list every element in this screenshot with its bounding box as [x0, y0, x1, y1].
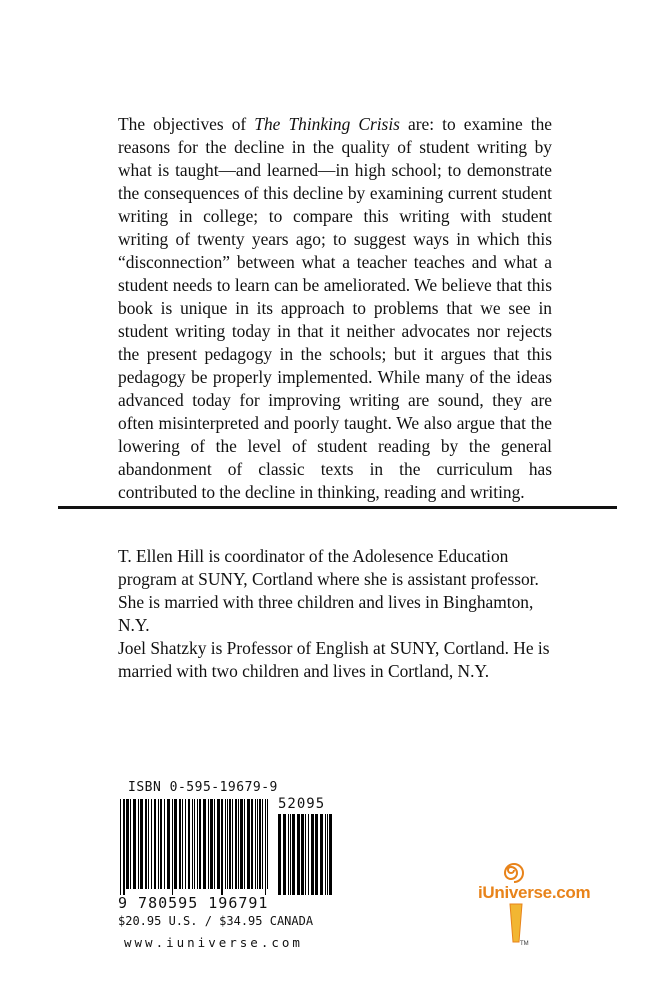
- barcode-bar: [182, 799, 183, 889]
- barcode-bar: [151, 799, 152, 889]
- iuniverse-logo-icon: [478, 848, 591, 958]
- barcode-bar: [259, 799, 261, 889]
- barcode-bar: [232, 799, 233, 889]
- barcode-bar: [158, 799, 159, 889]
- barcode-addon-code: 52095: [278, 796, 326, 812]
- barcode-bar: [290, 814, 291, 895]
- ean-digits: 9 780595 196791: [118, 894, 269, 912]
- barcode-bar: [126, 799, 129, 889]
- back-cover-blurb: [118, 113, 552, 504]
- barcode-bar: [208, 799, 209, 889]
- barcode-bar: [174, 799, 177, 889]
- book-title: The Thinking Crisis: [254, 114, 400, 134]
- barcode-bar: [123, 799, 125, 895]
- logo-wordmark: iUniverse.com: [478, 883, 591, 902]
- barcode-bar: [262, 799, 263, 889]
- barcode-bar: [164, 799, 165, 889]
- section-divider: [58, 506, 617, 509]
- barcode-bar: [288, 814, 289, 895]
- barcode-bar: [217, 799, 220, 889]
- price-label: $20.95 U.S. / $34.95 CANADA: [118, 914, 314, 928]
- barcode-bar: [315, 814, 318, 895]
- blurb-body: are: to examine the reasons for the decline in the quality of student writing by what is taught—and learned—in high school; to demonstrate the consequences of this decline by examining current student writing in college; to compare this writing with student writing of twenty years ago; to suggest ways in which this “disconnection” between what a teacher teaches and what a student needs to learn can be ameliorated. We believe that this book is unique in its approach to problems that we see in student writing today in that it neither advocates nor rejects the present pedagogy in the schools; but it argues that this pedagogy be properly implemented. While many of the ideas advanced today for improving writing are sound, they are often misinterpreted and poorly taught. We also argue that the lowering of the level of student reading by the general abandonment of classic texts in the curriculum has contributed to the decline in thinking, reading and writing.: [118, 114, 552, 502]
- barcode-bar: [320, 814, 323, 895]
- logo-trademark: TM: [520, 941, 529, 947]
- barcode-bar: [292, 814, 295, 895]
- barcode-bar: [148, 799, 149, 889]
- barcode-bar: [192, 799, 193, 889]
- barcode-bar: [311, 814, 314, 895]
- barcode-bar: [154, 799, 156, 889]
- barcode-bar: [265, 799, 266, 895]
- iuniverse-logo: [478, 848, 591, 958]
- barcode-bar: [325, 814, 326, 895]
- barcode-bar: [188, 799, 190, 889]
- barcode-bar: [251, 799, 253, 889]
- barcode-bar: [133, 799, 136, 889]
- blurb-intro: The objectives of: [118, 114, 255, 134]
- barcode-bar: [138, 799, 139, 889]
- publisher-website: www.iuniverse.com: [124, 935, 303, 950]
- addon-barcode: [276, 814, 336, 895]
- barcode-bar: [185, 799, 186, 889]
- barcode-bar: [130, 799, 131, 889]
- barcode-bar: [194, 799, 195, 889]
- barcode-bar: [214, 799, 215, 889]
- barcode-bar: [140, 799, 143, 889]
- barcode-bar: [225, 799, 226, 889]
- barcode-bar: [203, 799, 206, 889]
- barcode-bar: [278, 814, 281, 895]
- ean-barcode: [118, 799, 270, 895]
- barcode-bar: [255, 799, 256, 889]
- barcode-bar: [301, 814, 304, 895]
- barcode-bar: [199, 799, 201, 889]
- barcode-bar: [160, 799, 162, 889]
- barcode-bar: [227, 799, 228, 889]
- barcode-bar: [305, 814, 306, 895]
- barcode-bar: [327, 814, 328, 895]
- barcode-bar: [283, 814, 286, 895]
- barcode-bar: [257, 799, 258, 889]
- barcode-bar: [229, 799, 231, 889]
- barcode-bar: [244, 799, 245, 889]
- barcode-bar: [235, 799, 237, 889]
- barcode-bar: [120, 799, 121, 895]
- barcode-bar: [267, 799, 268, 889]
- barcode-bar: [167, 799, 170, 889]
- barcode-bar: [197, 799, 198, 889]
- isbn-barcode-block: [118, 780, 348, 960]
- barcode-bar: [240, 799, 243, 889]
- barcode-bar: [210, 799, 213, 889]
- barcode-bar: [238, 799, 239, 889]
- barcode-bar: [247, 799, 250, 889]
- barcode-bar: [329, 814, 332, 895]
- barcode-bar: [297, 814, 300, 895]
- barcode-bar: [172, 799, 173, 895]
- isbn-label: ISBN 0-595-19679-9: [128, 780, 278, 795]
- author-bio-shatzky: Joel Shatzky is Professor of English at SUNY, Cortland. He is married with two children and lives in Cortland, N.Y.: [118, 638, 550, 681]
- barcode-bar: [221, 799, 223, 895]
- barcode-bar: [145, 799, 147, 889]
- author-bio-hill: T. Ellen Hill is coordinator of the Adolesence Education program at SUNY, Cortland where she is assistant professor. She is married with three children and lives in Binghamton, N.Y.: [118, 546, 539, 635]
- barcode-bar: [308, 814, 309, 895]
- barcode-bar: [179, 799, 181, 889]
